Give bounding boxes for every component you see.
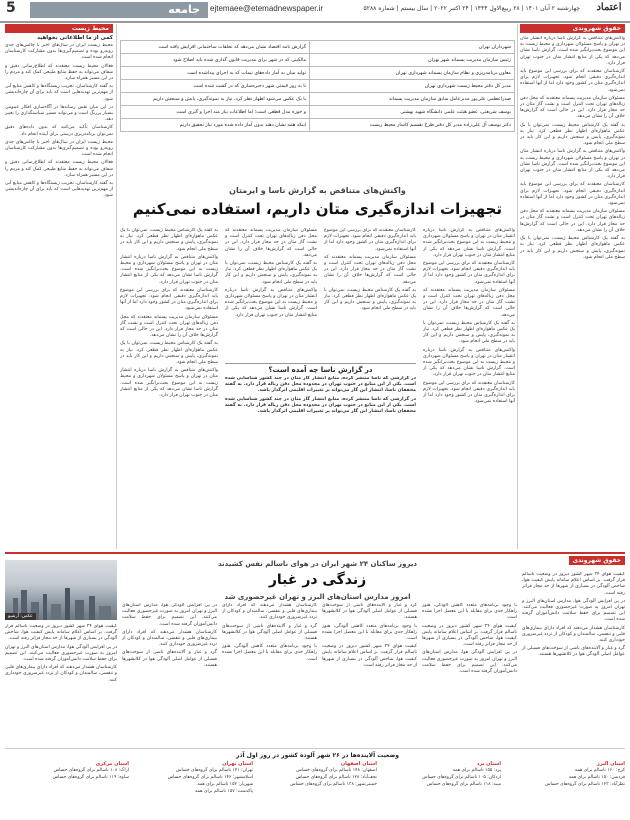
list-item: ساوه: ۱۱۹ ناسالم برای گروه‌های حساس: [52, 775, 129, 780]
lower-column: [5, 624, 117, 744]
main-article-body: [120, 228, 515, 548]
paragraph: کارشناسان هشدار می‌دهند که افراد دارای بیماری‌های قلبی و تنفسی، سالمندان و کودکان از تردد غیرضروری خودداری کنند.: [222, 603, 317, 621]
paragraph: در پی افزایش آلودگی هوا، مدارس استان‌های البرز و تهران امروز به صورت غیرحضوری فعالیت می‌کنند. این تصمیم برای حفظ سلامت دانش‌آموزان گرفته شده است.: [5, 644, 117, 663]
paragraph: واکنش‌های متناقض به گزارش ناسا درباره انتشار متان در تهران و پاسخ مسئولان شهرداری و محیط زیست به این موضوع بحث‌برانگیز شده است. گزارش ناسا نشان می‌دهد که یکی از منابع انتشار متان در جنوب تهران قرار دارد.: [225, 287, 317, 318]
column-tag: حقوق شهروندی: [520, 24, 625, 33]
lower-headline: زندگی در غبار: [268, 572, 367, 588]
paragraph: واکنش‌های متناقض به گزارش ناسا درباره انتشار متان در تهران و پاسخ مسئولان شهرداری و محیط زیست به این موضوع بحث‌برانگیز شده است. گزارش ناسا نشان می‌دهد که یکی از منابع انتشار متان در جنوب تهران قرار دارد.: [520, 149, 625, 180]
info-box: [225, 363, 416, 542]
article-column: [423, 228, 515, 543]
article-column: [324, 228, 416, 358]
page-header: [0, 0, 630, 23]
list-item: فردیس: ۱۵۰ ناسالم برای همه: [568, 775, 625, 780]
table-cell: یوسف شریعتی، عضو هیئت علمی دانشگاه شهید بهشتی: [310, 106, 515, 119]
paragraph: محیط زیست ایران در سال‌های اخیر با چالش‌های جدی روبه‌رو بوده و تصمیم‌گیری‌ها بدون مشارکت کارشناسان انجام شده است.: [5, 43, 113, 61]
section-label: جامعه: [30, 2, 208, 18]
table-cell: تولید میان به آمار داده‌های تیمات که به اجرای پیداشده است: [121, 67, 310, 80]
date-line: چهارشنبه ۲ آبان ۱۴۰۱ | ۲۸ ربیع‌الاول ۱۴۴۴ | ۲۴ اکتبر ۲۰۲۲ | سال بیستم | شماره ۵۲۸۸: [363, 5, 580, 12]
table-cell: تا به روز قیمتی شهر ذخیره‌سازی که در گشت شده است: [121, 80, 310, 93]
table-row: [121, 67, 515, 80]
paragraph: در پی افزایش آلودگی هوا، مدارس استان‌های البرز و تهران امروز به صورت غیرحضوری فعالیت می‌کنند. این تصمیم برای حفظ سلامت دانش‌آموزان گرفته شده است.: [122, 603, 217, 627]
paragraph: گرد و غبار و آلاینده‌های ناشی از سوخت‌های فسیلی از عوامل اصلی آلودگی هوا در کلانشهرها هستند.: [522, 646, 625, 658]
paragraph: واکنش‌های متناقض به گزارش ناسا درباره انتشار متان در تهران و پاسخ مسئولان شهرداری و محیط زیست به این موضوع بحث‌برانگیز شده است. گزارش ناسا نشان می‌دهد که یکی از منابع انتشار متان در جنوب تهران قرار دارد.: [120, 254, 218, 285]
table-cell: صدراعظمی علی‌پور مدیرعامل سابق سازمان مدیریت پسماند: [310, 93, 515, 106]
paragraph: مسئولان سازمان مدیریت پسماند معتقدند که محل دفن زباله‌های تهران تحت کنترل است و نشت گاز متان در حد مجاز قرار دارد. این در حالی است که گزارش‌ها خلاف آن را نشان می‌دهد.: [120, 314, 218, 339]
paragraph: با وجود برنامه‌های متعدد کاهش آلودگی، هنوز راهکار جدی برای مقابله با این معضل اجرا نشده است.: [222, 644, 317, 662]
list-item: نظرآباد: ۱۲۳ ناسالم برای گروه‌های حساس: [545, 782, 625, 787]
table-cell: دکتر یوسف آل علی‌زاده مدیر کل دفتر طرح تقسیم کاسار محیط زیست: [310, 119, 515, 132]
paragraph: واکنش‌های متناقض به گزارش ناسا درباره انتشار متان در تهران و پاسخ مسئولان شهرداری و محیط زیست به این موضوع بحث‌برانگیز شده است. گزارش ناسا نشان می‌دهد که یکی از منابع انتشار متان در جنوب تهران قرار دارد.: [423, 347, 515, 378]
paragraph: محیط زیست ایران در سال‌های اخیر با چالش‌های جدی روبه‌رو بوده و تصمیم‌گیری‌ها بدون مشارکت کارشناسان انجام شده است.: [5, 139, 113, 158]
lower-subhead: امروز مدارس استان‌های البرز و تهران غیرحضوری شد: [224, 593, 411, 601]
box-title: در گزارش ناسا چه آمده است؟: [268, 366, 373, 374]
newspaper-logo: اعتماد: [596, 2, 622, 13]
city-skyline-image: [5, 560, 117, 620]
paragraph: گرد و غبار و آلاینده‌های ناشی از سوخت‌های فسیلی از عوامل اصلی آلودگی هوا در کلانشهرها هستند.: [122, 650, 217, 668]
paragraph: به گفته یک کارشناس محیط زیست، نمی‌توان با یک عکس ماهواره‌ای اظهار نظر قطعی کرد. نیاز به نمونه‌گیری، پایش و سنجش داریم و این کار باید در سطح ملی انجام شود.: [120, 228, 218, 252]
section-email: ejtemaee@etemadnewspaper.ir: [210, 4, 324, 13]
section-divider: [5, 552, 625, 554]
table-row: [121, 119, 515, 132]
paragraph: کارشناسان معتقدند که برای بررسی این موضوع باید اندازه‌گیری دقیقی انجام شود. تجهیزات لازم برای اندازه‌گیری متان در کشور وجود دارد اما از آنها استفاده نمی‌شود.: [423, 261, 515, 285]
paragraph: کارشناسان معتقدند که برای بررسی این موضوع باید اندازه‌گیری دقیقی انجام شود. تجهیزات لازم برای اندازه‌گیری متان در کشور وجود دارد اما از آنها استفاده نمی‌شود.: [423, 380, 515, 405]
paragraph: مسئولان سازمان مدیریت پسماند معتقدند که محل دفن زباله‌های تهران تحت کنترل است و نشت گاز متان در حد مجاز قرار دارد. این در حالی است که گزارش‌ها خلاف آن را نشان می‌دهد.: [423, 287, 515, 318]
paragraph: مسئولان سازمان مدیریت پسماند معتقدند که محل دفن زباله‌های تهران تحت کنترل است و نشت گاز متان در حد مجاز قرار دارد. این در حالی است که گزارش‌ها خلاف آن را نشان می‌دهد.: [324, 254, 416, 285]
paragraph: به گفته یک کارشناس محیط زیست، نمی‌توان با یک عکس ماهواره‌ای اظهار نظر قطعی کرد. نیاز به نمونه‌گیری، پایش و سنجش داریم و این کار باید در سطح ملی انجام شود.: [225, 261, 317, 285]
paragraph: کیفیت هوای ۲۴ شهر کشور دیروز در وضعیت ناسالم قرار گرفت. بر اساس اعلام سامانه پایش کیفیت هوا، شاخص آلودگی در بسیاری از شهرها از حد مجاز فراتر رفته است.: [522, 572, 625, 596]
list-item: نجف‌آباد: ۱۲۸ ناسالم برای گروه‌های حساس: [295, 775, 377, 780]
air-table-title: وضعیت آلاینده‌ها در ۲۶ شهر آلوده کشور در روز اول آذر: [236, 752, 399, 759]
list-item: میبد: ۱۱۸ ناسالم برای گروه‌های حساس: [426, 782, 501, 787]
city-group: [135, 761, 253, 795]
city-name: استان البرز: [596, 761, 625, 767]
photo-caption: عکس: آرشیو: [5, 613, 36, 620]
paragraph: در پی افزایش آلودگی هوا، مدارس استان‌های البرز و تهران امروز به صورت غیرحضوری فعالیت می‌کنند. این تصمیم برای حفظ سلامت دانش‌آموزان گرفته شده است.: [422, 650, 517, 675]
lower-column: [422, 603, 517, 743]
column-title: کمی از ما اطلاعاتی بخواهید: [37, 35, 113, 41]
quotes-table: [120, 40, 515, 180]
list-item: شهریار: ۱۵۲ ناسالم برای همه: [197, 782, 253, 787]
left-column: [5, 24, 113, 549]
list-item: اصفهان: ۱۴۸ ناسالم برای گروه‌های حساس: [296, 768, 377, 773]
table-row: [121, 54, 515, 67]
lower-kicker: دیروز ساکنان ۲۴ شهر ایران در هوای ناسالم نفس کشیدند: [218, 560, 417, 568]
lower-section-tag: حقوق شهروندی: [569, 556, 625, 565]
table-cell: با یک عکس می‌شود اظهار نظر کرد، نیاز به نمونه‌گیری، پایش و سنجش داریم: [121, 93, 310, 106]
city-name: استان اصفهان: [340, 761, 377, 767]
main-kicker: واکنش‌های متناقض به گزارش ناسا و ایرمتان: [229, 186, 406, 195]
table-divider: [5, 748, 625, 749]
city-name: استان مرکزی: [95, 761, 129, 767]
column-tag: محیط زیست: [5, 24, 113, 33]
paragraph: با وجود برنامه‌های متعدد کاهش آلودگی، هنوز راهکار جدی برای مقابله با این معضل اجرا نشده است.: [422, 603, 517, 621]
list-item: اسلامشهر: ۱۴۶ ناسالم برای گروه‌های حساس: [167, 775, 253, 780]
paragraph: کارشناسان معتقدند که برای بررسی این موضوع باید اندازه‌گیری دقیقی انجام شود. تجهیزات لازم برای اندازه‌گیری متان در کشور وجود دارد اما از آنها استفاده نمی‌شود.: [120, 287, 218, 312]
list-item: خمینی‌شهر: ۱۳۸ ناسالم برای گروه‌های حساس: [290, 782, 377, 787]
right-column: [520, 24, 625, 549]
paragraph: فعالان محیط زیست معتقدند که اطلاع‌رسانی دقیق و شفاف می‌تواند به حفظ منابع طبیعی کمک کند و مردم را در این مسیر همراه سازد.: [5, 160, 113, 178]
table-cell: شهرداران تهران: [310, 41, 515, 54]
paragraph: به گفته یک کارشناس محیط زیست، نمی‌توان با یک عکس ماهواره‌ای اظهار نظر قطعی کرد. نیاز به نمونه‌گیری، پایش و سنجش داریم و این کار باید در سطح ملی انجام شود.: [423, 320, 515, 345]
paragraph: در این میان نقش رسانه‌ها در آگاه‌سازی افکار عمومی بسیار پررنگ است و می‌تواند مسیر سیاستگذاری را تغییر دهد.: [5, 104, 113, 123]
lower-column: [122, 603, 217, 743]
article-column: [225, 228, 317, 358]
paragraph: کارشناسان هشدار می‌دهند که افراد دارای بیماری‌های قلبی و تنفسی، سالمندان و کودکان از تردد غیرضروری خودداری کنند.: [5, 665, 117, 683]
table-row: [121, 106, 515, 119]
paragraph: کارشناسان هشدار می‌دهند که افراد دارای بیماری‌های قلبی و تنفسی، سالمندان و کودکان از تردد غیرضروری خودداری کنند.: [122, 629, 217, 648]
table-cell: رئیس سازمان مدیریت پسماند شهر تهران: [310, 54, 515, 67]
table-cell: گزارش نامه اقتصاد نشان می‌دهد که تخلفات ساختمانی افزایش یافته است: [121, 41, 310, 54]
paragraph: مسئولان سازمان مدیریت پسماند معتقدند که محل دفن زباله‌های تهران تحت کنترل است و نشت گاز متان در حد مجاز قرار دارد. این در حالی است که گزارش‌ها خلاف آن را نشان می‌دهد.: [520, 95, 625, 120]
paragraph: کارشناسان معتقدند که برای بررسی این موضوع باید اندازه‌گیری دقیقی انجام شود. تجهیزات لازم برای اندازه‌گیری متان در کشور وجود دارد اما از آنها استفاده نمی‌شود.: [520, 182, 625, 207]
table-row: [121, 41, 515, 54]
paragraph: کارشناسان تأکید می‌کنند که بدون داده‌های دقیق نمی‌توان برنامه‌ریزی درستی برای آینده انجام داد.: [5, 125, 113, 137]
pollution-photo: [5, 560, 117, 620]
paragraph: واکنش‌های متناقض به گزارش ناسا درباره انتشار متان در تهران و پاسخ مسئولان شهرداری و محیط زیست به این موضوع بحث‌برانگیز شده است. گزارش ناسا نشان می‌دهد که یکی از منابع انتشار متان در جنوب تهران قرار دارد.: [120, 368, 218, 399]
paragraph: گرد و غبار و آلاینده‌های ناشی از سوخت‌های فسیلی از عوامل اصلی آلودگی هوا در کلانشهرها هستند.: [222, 623, 317, 642]
paragraph: مسئولان سازمان مدیریت پسماند معتقدند که محل دفن زباله‌های تهران تحت کنترل است و نشت گاز متان در حد مجاز قرار دارد. این در حالی است که گزارش‌ها خلاف آن را نشان می‌دهد.: [520, 209, 625, 233]
paragraph: به گفته یک کارشناس محیط زیست، نمی‌توان با یک عکس ماهواره‌ای اظهار نظر قطعی کرد. نیاز به نمونه‌گیری، پایش و سنجش داریم و این کار باید در سطح ملی انجام شود.: [120, 341, 218, 366]
list-item: پاکدشت: ۱۵۷ ناسالم برای همه: [195, 789, 253, 794]
paragraph: به گفته یک کارشناس محیط زیست، نمی‌توان با یک عکس ماهواره‌ای اظهار نظر قطعی کرد. نیاز به نمونه‌گیری، پایش و سنجش داریم و این کار باید در سطح ملی انجام شود.: [520, 236, 625, 260]
article-column: [120, 228, 218, 543]
paragraph: مسئولان سازمان مدیریت پسماند معتقدند که محل دفن زباله‌های تهران تحت کنترل است و نشت گاز متان در حد مجاز قرار دارد. این در حالی است که گزارش‌ها خلاف آن را نشان می‌دهد.: [225, 228, 317, 258]
paragraph: کارشناسان معتقدند که برای بررسی این موضوع باید اندازه‌گیری دقیقی انجام شود. تجهیزات لازم برای اندازه‌گیری متان در کشور وجود دارد اما از آنها استفاده نمی‌شود.: [520, 69, 625, 93]
paragraph: به گفته کارشناسان، تخریب زیستگاه‌ها و کاهش منابع آبی از مهم‌ترین تهدیدهایی است که باید برای آن چاره‌اندیشی شود.: [5, 84, 113, 102]
city-name: استان تهران: [222, 761, 253, 767]
list-item: تهران: ۱۴۱ ناسالم برای گروه‌های حساس: [175, 768, 253, 773]
city-group: [259, 761, 377, 788]
paragraph: گرد و غبار و آلاینده‌های ناشی از سوخت‌های فسیلی از عوامل اصلی آلودگی هوا در کلانشهرها هستند.: [322, 603, 417, 621]
paragraph: با وجود برنامه‌های متعدد کاهش آلودگی، هنوز راهکار جدی برای مقابله با این معضل اجرا نشده است.: [322, 623, 417, 642]
paragraph: در گزارشی که ناسا منتشر کرده، منابع انتشار گاز متان در چند کشور شناسایی شده است. یکی از این منابع در جنوب تهران در محدوده محل دفن زباله قرار دارد. به گفته محققان ناسا، انتشار این گاز می‌تواند بر تغییرات اقلیمی اثرگذار باشد.: [225, 376, 416, 394]
list-item: اردکان: ۱۰۵ ناسالم برای گروه‌های حساس: [422, 775, 501, 780]
table-cell: مالکیتی که در شهر برای مدیریت قانون گذاری شده باید اصلاح شود: [121, 54, 310, 67]
column-divider: [517, 24, 518, 549]
paragraph: به گفته یک کارشناس محیط زیست، نمی‌توان با یک عکس ماهواره‌ای اظهار نظر قطعی کرد. نیاز به نمونه‌گیری، پایش و سنجش داریم و این کار باید در سطح ملی انجام شود.: [520, 122, 625, 147]
paragraph: در گزارشی که ناسا منتشر کرده، منابع انتشار گاز متان در چند کشور شناسایی شده است. یکی از این منابع در جنوب تهران در محدوده محل دفن زباله قرار دارد. به گفته محققان ناسا، انتشار این گاز می‌تواند بر تغییرات اقلیمی اثرگذار باشد.: [225, 396, 416, 415]
list-item: اراک: ۱۰۸ ناسالم برای گروه‌های حساس: [53, 768, 129, 773]
paragraph: واکنش‌های متناقض به گزارش ناسا درباره انتشار متان در تهران و پاسخ مسئولان شهرداری و محیط زیست به این موضوع بحث‌برانگیز شده است. گزارش ناسا نشان می‌دهد که یکی از منابع انتشار متان در جنوب تهران قرار دارد.: [423, 228, 515, 258]
city-group: [507, 761, 625, 788]
table-row: [121, 93, 515, 106]
paragraph: کیفیت هوای ۲۴ شهر کشور دیروز در وضعیت ناسالم قرار گرفت. بر اساس اعلام سامانه پایش کیفیت هوا، شاخص آلودگی در بسیاری از شهرها از حد مجاز فراتر رفته است.: [5, 624, 117, 642]
city-group: [11, 761, 129, 781]
city-group: [383, 761, 501, 788]
paragraph: در پی افزایش آلودگی هوا، مدارس استان‌های البرز و تهران امروز به صورت غیرحضوری فعالیت می‌کنند. این تصمیم برای حفظ سلامت دانش‌آموزان گرفته شده است.: [522, 598, 625, 623]
paragraph: واکنش‌های متناقض به گزارش ناسا درباره انتشار متان در تهران و پاسخ مسئولان شهرداری و محیط زیست به این موضوع بحث‌برانگیز شده است. گزارش ناسا نشان می‌دهد که یکی از منابع انتشار متان در جنوب تهران قرار دارد.: [520, 36, 625, 66]
table-row: [121, 80, 515, 93]
paragraph: کیفیت هوای ۲۴ شهر کشور دیروز در وضعیت ناسالم قرار گرفت. بر اساس اعلام سامانه پایش کیفیت هوا، شاخص آلودگی در بسیاری از شهرها از حد مجاز فراتر رفته است.: [422, 623, 517, 648]
lower-column: [322, 603, 417, 743]
table-cell: و حوزه مدل قطعی است؛ اما اطلاعات نیاز مند اجرا و گیری است: [121, 106, 310, 119]
lower-column: [522, 572, 625, 744]
paragraph: به گفته یک کارشناس محیط زیست، نمی‌توان با یک عکس ماهواره‌ای اظهار نظر قطعی کرد. نیاز به نمونه‌گیری، پایش و سنجش داریم و این کار باید در سطح ملی انجام شود.: [324, 287, 416, 312]
paragraph: کارشناسان معتقدند که برای بررسی این موضوع باید اندازه‌گیری دقیقی انجام شود. تجهیزات لازم برای اندازه‌گیری متان در کشور وجود دارد اما از آنها استفاده نمی‌شود.: [324, 228, 416, 252]
lower-column: [222, 603, 317, 743]
city-name: استان یزد: [476, 761, 501, 767]
main-headline: تجهیزات اندازه‌گیری متان داریم، استفاده نمی‌کنیم: [132, 200, 503, 218]
list-item: کرج: ۱۶۰ ناسالم برای همه: [574, 768, 625, 773]
paragraph: فعالان محیط زیست معتقدند که اطلاع‌رسانی دقیق و شفاف می‌تواند به حفظ منابع طبیعی کمک کند و مردم را در این مسیر همراه سازد.: [5, 63, 113, 82]
list-item: یزد: ۱۵۵ ناسالم برای همه: [452, 768, 501, 773]
page-number: 5: [6, 0, 16, 16]
box-text: [225, 376, 416, 526]
table-cell: مدیر کل دفتر محیط زیست شهرداری تهران: [310, 80, 515, 93]
column-body: [5, 43, 113, 543]
paragraph: کارشناسان هشدار می‌دهند که افراد دارای بیماری‌های قلبی و تنفسی، سالمندان و کودکان از تردد غیرضروری خودداری کنند.: [522, 625, 625, 644]
paragraph: کیفیت هوای ۲۴ شهر کشور دیروز در وضعیت ناسالم قرار گرفت. بر اساس اعلام سامانه پایش کیفیت هوا، شاخص آلودگی در بسیاری از شهرها از حد مجاز فراتر رفته است.: [322, 644, 417, 668]
column-body: [520, 36, 625, 546]
air-quality-list: [5, 761, 625, 817]
paragraph: به گفته کارشناسان، تخریب زیستگاه‌ها و کاهش منابع آبی از مهم‌ترین تهدیدهایی است که باید برای آن چاره‌اندیشی شود.: [5, 181, 113, 199]
table-cell: اینکه همه نشان دهند بدون آمار داده شده مورد نیاز تحقیق داریم: [121, 119, 310, 132]
table-cell: معاون برنامه‌ریزی و نظام سازمان پسماند شهرداری تهران: [310, 67, 515, 80]
column-divider: [116, 24, 117, 549]
